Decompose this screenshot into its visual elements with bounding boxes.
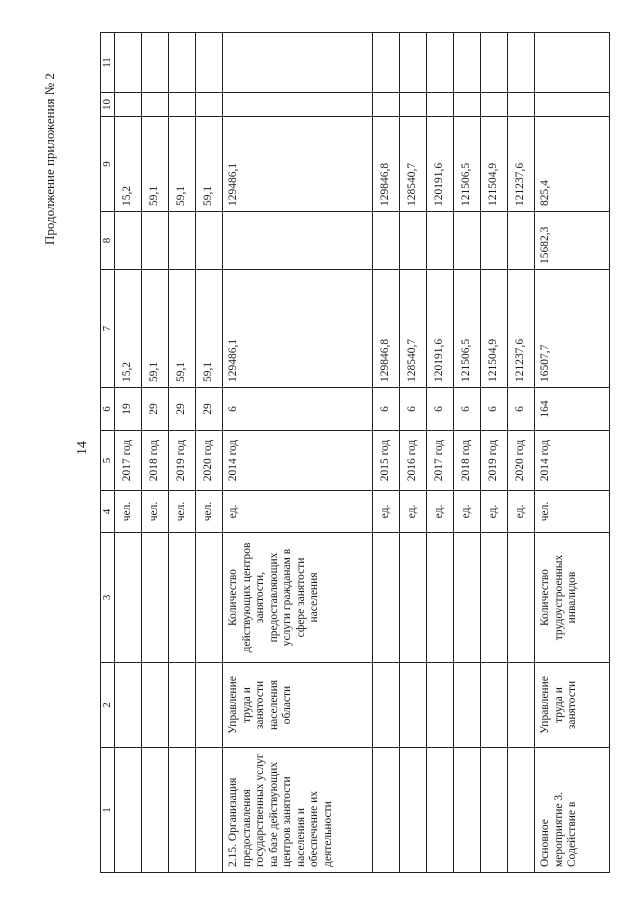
cell-indicator bbox=[508, 533, 535, 663]
cell-indicator bbox=[115, 533, 142, 663]
cell-local bbox=[115, 93, 142, 117]
cell-total: 16507,7 bbox=[535, 270, 610, 388]
cell-executor: Управление труда и занятости bbox=[535, 663, 610, 748]
cell-regional: 121506,5 bbox=[454, 117, 481, 212]
cell-year: 2020 год bbox=[196, 431, 223, 491]
cell-unit: чел. bbox=[115, 491, 142, 533]
col-header-3: 3 bbox=[101, 533, 115, 663]
cell-unit: чел. bbox=[169, 491, 196, 533]
cell-executor bbox=[454, 663, 481, 748]
cell-year: 2015 год bbox=[373, 431, 400, 491]
cell-value: 6 bbox=[373, 388, 400, 431]
cell-other bbox=[481, 33, 508, 93]
cell-regional: 129486,1 bbox=[223, 117, 373, 212]
table-row bbox=[196, 33, 223, 873]
cell-activity bbox=[115, 748, 142, 873]
cell-other bbox=[454, 33, 481, 93]
cell-federal bbox=[373, 212, 400, 270]
cell-other bbox=[115, 33, 142, 93]
cell-total: 129486,1 bbox=[223, 270, 373, 388]
cell-regional: 59,1 bbox=[169, 117, 196, 212]
cell-unit: ед. bbox=[454, 491, 481, 533]
cell-value: 19 bbox=[115, 388, 142, 431]
cell-year: 2020 год bbox=[508, 431, 535, 491]
program-table bbox=[100, 32, 610, 873]
col-header-10: 10 bbox=[101, 93, 115, 117]
cell-local bbox=[454, 93, 481, 117]
cell-regional: 129846,8 bbox=[373, 117, 400, 212]
cell-activity bbox=[427, 748, 454, 873]
col-header-11: 11 bbox=[101, 33, 115, 93]
cell-activity: Основное мероприятие 3. Содействие в bbox=[535, 748, 610, 873]
cell-other bbox=[373, 33, 400, 93]
cell-regional: 121237,6 bbox=[508, 117, 535, 212]
col-header-2: 2 bbox=[101, 663, 115, 748]
cell-unit: чел. bbox=[142, 491, 169, 533]
cell-indicator bbox=[481, 533, 508, 663]
cell-federal bbox=[454, 212, 481, 270]
table-row bbox=[454, 33, 481, 873]
cell-activity: 2.15. Организация предоставления государственных услуг на базе действующих центров занятости населения и обеспечение их деятельности bbox=[223, 748, 373, 873]
cell-regional: 15,2 bbox=[115, 117, 142, 212]
cell-executor bbox=[115, 663, 142, 748]
cell-value: 6 bbox=[223, 388, 373, 431]
col-header-5: 5 bbox=[101, 431, 115, 491]
cell-other bbox=[196, 33, 223, 93]
table-row bbox=[481, 33, 508, 873]
cell-executor: Управление труда и занятости населения области bbox=[223, 663, 373, 748]
cell-value: 164 bbox=[535, 388, 610, 431]
col-header-8: 8 bbox=[101, 212, 115, 270]
cell-other bbox=[142, 33, 169, 93]
page-number: 14 bbox=[75, 441, 90, 455]
table-row bbox=[142, 33, 169, 873]
col-header-7: 7 bbox=[101, 270, 115, 388]
col-header-9: 9 bbox=[101, 117, 115, 212]
cell-unit: ед. bbox=[400, 491, 427, 533]
cell-unit: ед. bbox=[427, 491, 454, 533]
cell-executor bbox=[196, 663, 223, 748]
cell-federal: 15682,3 bbox=[535, 212, 610, 270]
cell-activity bbox=[169, 748, 196, 873]
table-row bbox=[400, 33, 427, 873]
cell-executor bbox=[373, 663, 400, 748]
cell-unit: ед. bbox=[373, 491, 400, 533]
cell-indicator: Количество действующих центров занятости, предоставляющих услуги гражданам в сфере занятости населения bbox=[223, 533, 373, 663]
cell-indicator bbox=[196, 533, 223, 663]
cell-indicator bbox=[400, 533, 427, 663]
cell-other bbox=[535, 33, 610, 93]
cell-unit: ед. bbox=[508, 491, 535, 533]
cell-local bbox=[481, 93, 508, 117]
column-number-row bbox=[101, 33, 115, 873]
cell-local bbox=[508, 93, 535, 117]
cell-executor bbox=[142, 663, 169, 748]
cell-indicator bbox=[142, 533, 169, 663]
cell-value: 6 bbox=[427, 388, 454, 431]
cell-year: 2019 год bbox=[169, 431, 196, 491]
cell-regional: 120191,6 bbox=[427, 117, 454, 212]
cell-unit: чел. bbox=[196, 491, 223, 533]
cell-other bbox=[508, 33, 535, 93]
cell-indicator: Количество трудоустроенных инвалидов bbox=[535, 533, 610, 663]
cell-total: 59,1 bbox=[142, 270, 169, 388]
cell-total: 129846,8 bbox=[373, 270, 400, 388]
cell-federal bbox=[508, 212, 535, 270]
table-row bbox=[223, 33, 373, 873]
cell-local bbox=[535, 93, 610, 117]
cell-regional: 825,4 bbox=[535, 117, 610, 212]
cell-value: 6 bbox=[454, 388, 481, 431]
cell-other bbox=[400, 33, 427, 93]
cell-value: 6 bbox=[400, 388, 427, 431]
cell-regional: 59,1 bbox=[196, 117, 223, 212]
cell-activity bbox=[508, 748, 535, 873]
cell-executor bbox=[508, 663, 535, 748]
table-row bbox=[427, 33, 454, 873]
cell-local bbox=[169, 93, 196, 117]
cell-value: 29 bbox=[169, 388, 196, 431]
cell-activity bbox=[196, 748, 223, 873]
cell-activity bbox=[373, 748, 400, 873]
cell-regional: 121504,9 bbox=[481, 117, 508, 212]
cell-activity bbox=[481, 748, 508, 873]
cell-year: 2014 год bbox=[223, 431, 373, 491]
cell-value: 6 bbox=[481, 388, 508, 431]
cell-other bbox=[223, 33, 373, 93]
cell-indicator bbox=[373, 533, 400, 663]
cell-executor bbox=[481, 663, 508, 748]
cell-executor bbox=[400, 663, 427, 748]
cell-indicator bbox=[454, 533, 481, 663]
cell-unit: ед. bbox=[481, 491, 508, 533]
cell-executor bbox=[427, 663, 454, 748]
cell-year: 2014 год bbox=[535, 431, 610, 491]
cell-total: 59,1 bbox=[169, 270, 196, 388]
cell-total: 121504,9 bbox=[481, 270, 508, 388]
cell-total: 59,1 bbox=[196, 270, 223, 388]
table-row bbox=[169, 33, 196, 873]
cell-other bbox=[427, 33, 454, 93]
cell-federal bbox=[115, 212, 142, 270]
cell-activity bbox=[400, 748, 427, 873]
cell-value: 29 bbox=[142, 388, 169, 431]
continuation-caption: Продолжение приложения № 2 bbox=[42, 73, 57, 245]
cell-local bbox=[223, 93, 373, 117]
table-row bbox=[373, 33, 400, 873]
cell-year: 2017 год bbox=[427, 431, 454, 491]
cell-indicator bbox=[169, 533, 196, 663]
cell-year: 2018 год bbox=[454, 431, 481, 491]
col-header-4: 4 bbox=[101, 491, 115, 533]
cell-regional: 59,1 bbox=[142, 117, 169, 212]
table-row bbox=[508, 33, 535, 873]
cell-federal bbox=[142, 212, 169, 270]
cell-federal bbox=[427, 212, 454, 270]
cell-federal bbox=[400, 212, 427, 270]
table-row bbox=[115, 33, 142, 873]
cell-total: 121506,5 bbox=[454, 270, 481, 388]
cell-value: 6 bbox=[508, 388, 535, 431]
cell-total: 121237,6 bbox=[508, 270, 535, 388]
cell-activity bbox=[454, 748, 481, 873]
cell-year: 2019 год bbox=[481, 431, 508, 491]
cell-federal bbox=[481, 212, 508, 270]
cell-other bbox=[169, 33, 196, 93]
cell-activity bbox=[142, 748, 169, 873]
cell-value: 29 bbox=[196, 388, 223, 431]
cell-indicator bbox=[427, 533, 454, 663]
cell-local bbox=[142, 93, 169, 117]
cell-executor bbox=[169, 663, 196, 748]
cell-federal bbox=[223, 212, 373, 270]
cell-local bbox=[196, 93, 223, 117]
cell-unit: чел. bbox=[535, 491, 610, 533]
cell-total: 128540,7 bbox=[400, 270, 427, 388]
col-header-6: 6 bbox=[101, 388, 115, 431]
cell-federal bbox=[196, 212, 223, 270]
table-row bbox=[535, 33, 610, 873]
cell-regional: 128540,7 bbox=[400, 117, 427, 212]
col-header-1: 1 bbox=[101, 748, 115, 873]
cell-year: 2018 год bbox=[142, 431, 169, 491]
cell-federal bbox=[169, 212, 196, 270]
cell-local bbox=[427, 93, 454, 117]
cell-unit: ед. bbox=[223, 491, 373, 533]
cell-local bbox=[400, 93, 427, 117]
cell-local bbox=[373, 93, 400, 117]
cell-total: 15,2 bbox=[115, 270, 142, 388]
cell-total: 120191,6 bbox=[427, 270, 454, 388]
cell-year: 2017 год bbox=[115, 431, 142, 491]
cell-year: 2016 год bbox=[400, 431, 427, 491]
